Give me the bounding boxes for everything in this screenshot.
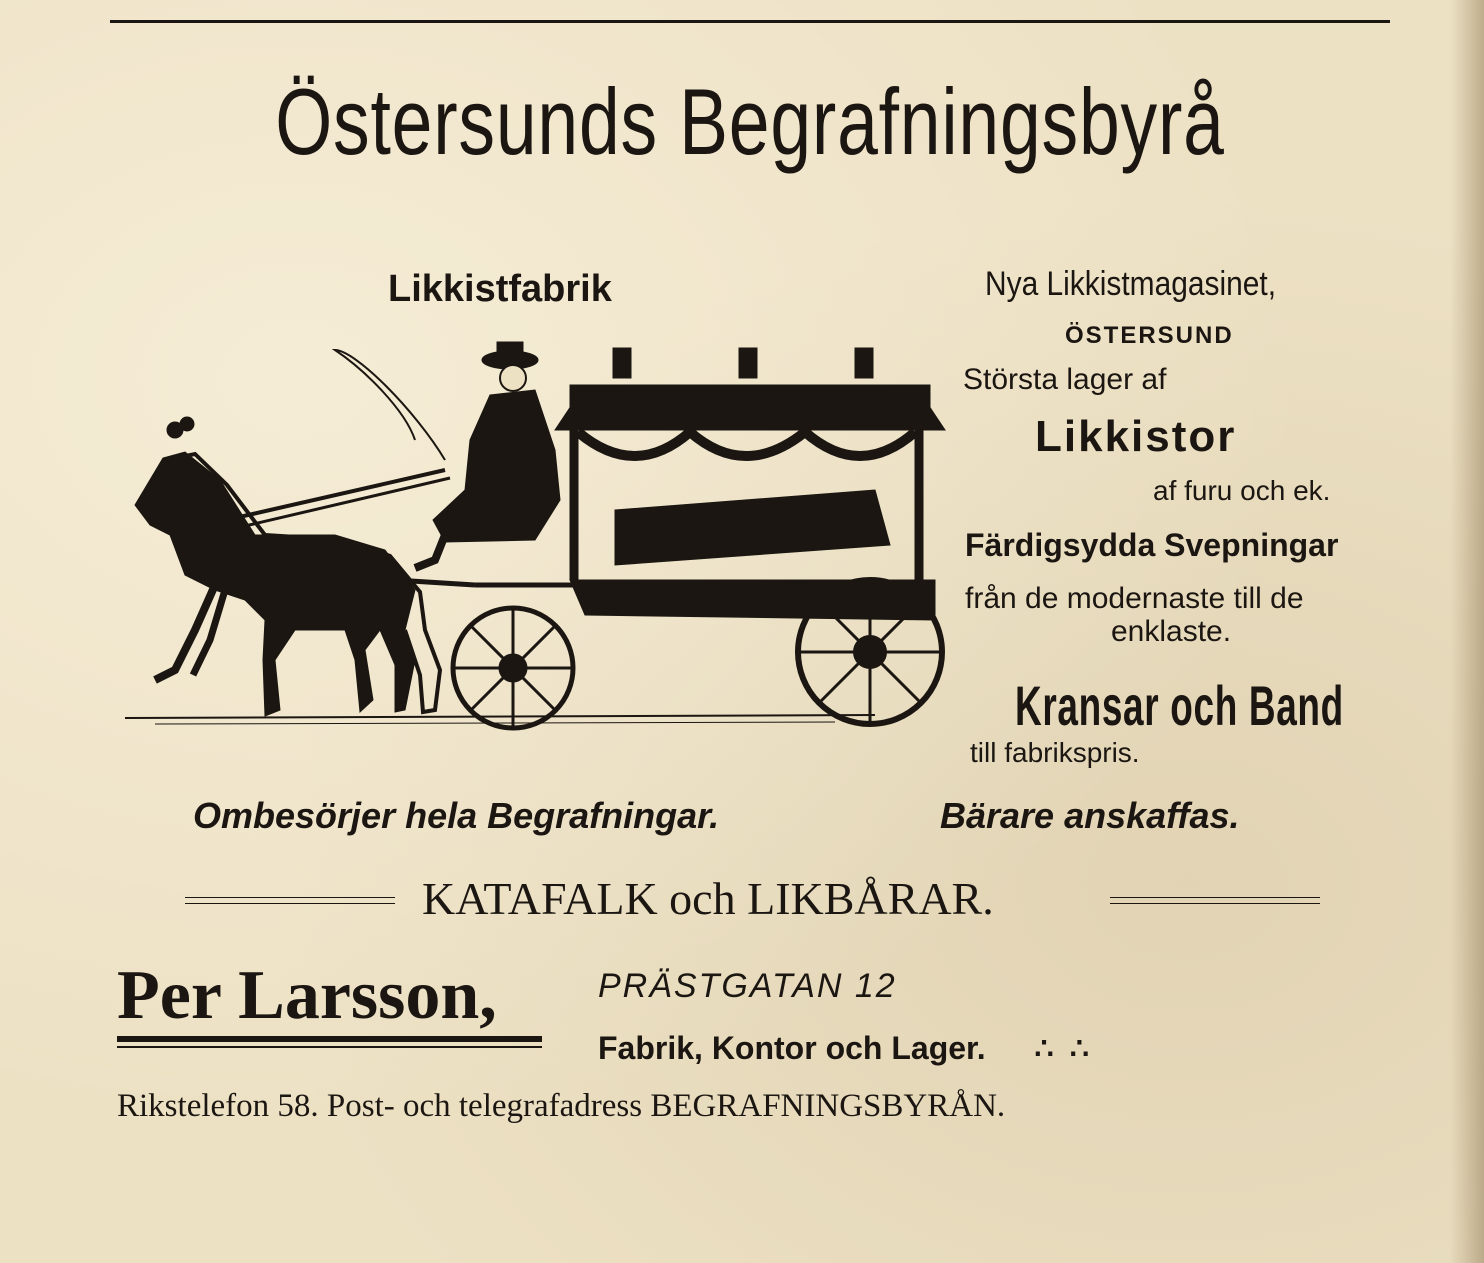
ad-headline: Östersunds Begrafningsbyrå <box>275 69 1225 174</box>
owner-rule <box>117 1036 542 1042</box>
svepningar-heading: Färdigsydda Svepningar <box>965 527 1339 563</box>
page-edge-shadow <box>1450 0 1484 1263</box>
rear-wheel-icon <box>798 580 942 724</box>
telefon-line: Rikstelefon 58. Post- och telegrafadress BEGRAFNINGSBYRÅN. <box>117 1088 1006 1124</box>
front-wheel-icon <box>453 608 573 728</box>
katafalk-rule-left <box>185 897 395 904</box>
hearse-illustration <box>115 330 965 750</box>
fran-text: från de modernaste till de <box>965 582 1304 615</box>
shop-name: Nya Likkistmagasinet, <box>985 265 1277 303</box>
furu-text: af furu och ek. <box>1153 475 1331 506</box>
city-name: ÖSTERSUND <box>1065 322 1234 349</box>
fabrik-line <box>598 1030 1093 1067</box>
driver-icon <box>415 342 560 568</box>
kransar-heading: Kransar och Band <box>1015 674 1344 737</box>
barare-text: Bärare anskaffas. <box>940 795 1240 836</box>
top-rule <box>110 20 1390 23</box>
ombesorjer-text: Ombesörjer hela Begrafningar. <box>193 795 720 836</box>
owner-name: Per Larsson, <box>117 957 497 1034</box>
katafalk-rule-right <box>1110 897 1320 904</box>
fabrikspris-text: till fabrikspris. <box>970 737 1140 768</box>
likkistor-heading: Likkistor <box>1035 412 1237 461</box>
katafalk-text: KATAFALK och LIKBÅRAR. <box>422 873 994 924</box>
fabrik-text: Fabrik, Kontor och Lager. <box>598 1030 986 1066</box>
ad-subtitle: Likkistfabrik <box>388 268 612 310</box>
owner-rule-thin <box>117 1046 542 1048</box>
storsta-lager: Största lager af <box>963 363 1167 396</box>
street-address: PRÄSTGATAN 12 <box>598 967 897 1005</box>
enklaste-text: enklaste. <box>1111 615 1232 648</box>
ornament-dots: ∴ ∴ <box>1034 1033 1094 1066</box>
horse-icon <box>135 417 440 716</box>
